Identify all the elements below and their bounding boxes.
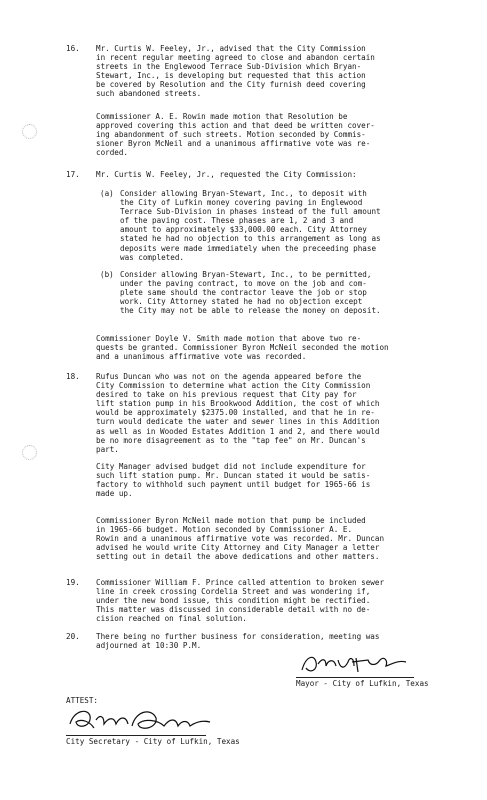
- item-paragraph: City Manager advised budget did not include expenditure for such lift station pump. Mr. Duncan stated it would be satis- factory to withhold such payment until budget for 1965-66 is made up.: [96, 462, 371, 499]
- item-paragraph: Commissioner A. E. Rowin made motion that Resolution be approved covering this action and that deed be written cover- ing abandonment of such streets. Motion seconded by Commis- sioner Byron McNeil and a unanimous affirmative vote was re- corded.: [96, 112, 375, 158]
- item-number: 18.: [66, 372, 80, 381]
- punch-hole-mark: [22, 445, 37, 460]
- mayor-signature: [296, 652, 414, 678]
- item-paragraph: Commissioner Doyle V. Smith made motion that above two re- quests be granted. Commissioner Byron McNeil seconded the motion and a unanimous affirmative vote was recorded.: [96, 334, 389, 362]
- secretary-signature: [64, 704, 214, 738]
- item-paragraph: Mr. Curtis W. Feeley, Jr., advised that the City Commission in recent regular meeting agreed to close and abandon certain streets in the Englewood Terrace Sub-Division which Bryan- Stewart, Inc., is developing but requested that this action be covered by Resolution and the City furnish deed covering such abandoned streets.: [96, 44, 375, 99]
- secretary-signature-line: [66, 735, 206, 736]
- attest-label: ATTEST:: [66, 696, 99, 705]
- item-number: 16.: [66, 44, 80, 53]
- item-paragraph: There being no further business for consideration, meeting was adjourned at 10:30 P.M.: [96, 632, 380, 651]
- sub-item-label: (a): [100, 189, 114, 198]
- sub-item-paragraph: Consider allowing Bryan-Stewart, Inc., to be permitted, under the paving contract, to move on the job and com- plete same should the contractor leave the job or stop work. City Attorney stated he had no objection except the City may not be able to release the money on deposit.: [120, 270, 381, 316]
- secretary-title: City Secretary - City of Lufkin, Texas: [66, 737, 240, 746]
- sub-item-label: (b): [100, 270, 114, 279]
- item-paragraph: Commissioner William F. Prince called attention to broken sewer line in creek crossing Cordelia Street and was wondering if, under the new bond issue, this condition might be rectified. This matter was discussed in considerable detail with no de- cision reached on final solution.: [96, 578, 385, 624]
- item-number: 19.: [66, 578, 80, 587]
- item-paragraph: Commissioner Byron McNeil made motion that pump be included in 1965-66 budget. Motion seconded by Commissioner A. E. Rowin and a unanimous affirmative vote was recorded. Mr. Duncan advised he would write City Attorney and City Manager a letter setting out in detail the above dedications and other matters.: [96, 516, 385, 562]
- mayor-signature-line: [296, 677, 414, 678]
- mayor-title: Mayor - City of Lufkin, Texas: [296, 679, 429, 688]
- item-paragraph: Rufus Duncan who was not on the agenda appeared before the City Commission to determine what action the City Commission desired to take on his previous request that City pay for lift station pump in his Brookwood Addition, the cost of which would be approximately $2375.00 installed, and that he in re- turn would dedicate the water and sewer lines in this Addition as well as in Wooded Estates Addition 1 and 2, and there would be no more disagreement as to the "tap fee" on Mr. Duncan's part.: [96, 372, 380, 454]
- punch-hole-mark: [22, 124, 37, 139]
- item-number: 17.: [66, 170, 80, 179]
- item-paragraph: Mr. Curtis W. Feeley, Jr., requested the City Commission:: [96, 170, 357, 179]
- sub-item-paragraph: Consider allowing Bryan-Stewart, Inc., to deposit with the City of Lufkin money covering paving in Englewood Terrace Sub-Division in phases instead of the full amount of the paving cost. These phases are 1, 2 and 3 and amount to approximately $33,000.00 each. City Attorney stated he had no objection to this arrangement as long as deposits were made immediately when the preceeding phase was completed.: [120, 189, 381, 262]
- item-number: 20.: [66, 632, 80, 641]
